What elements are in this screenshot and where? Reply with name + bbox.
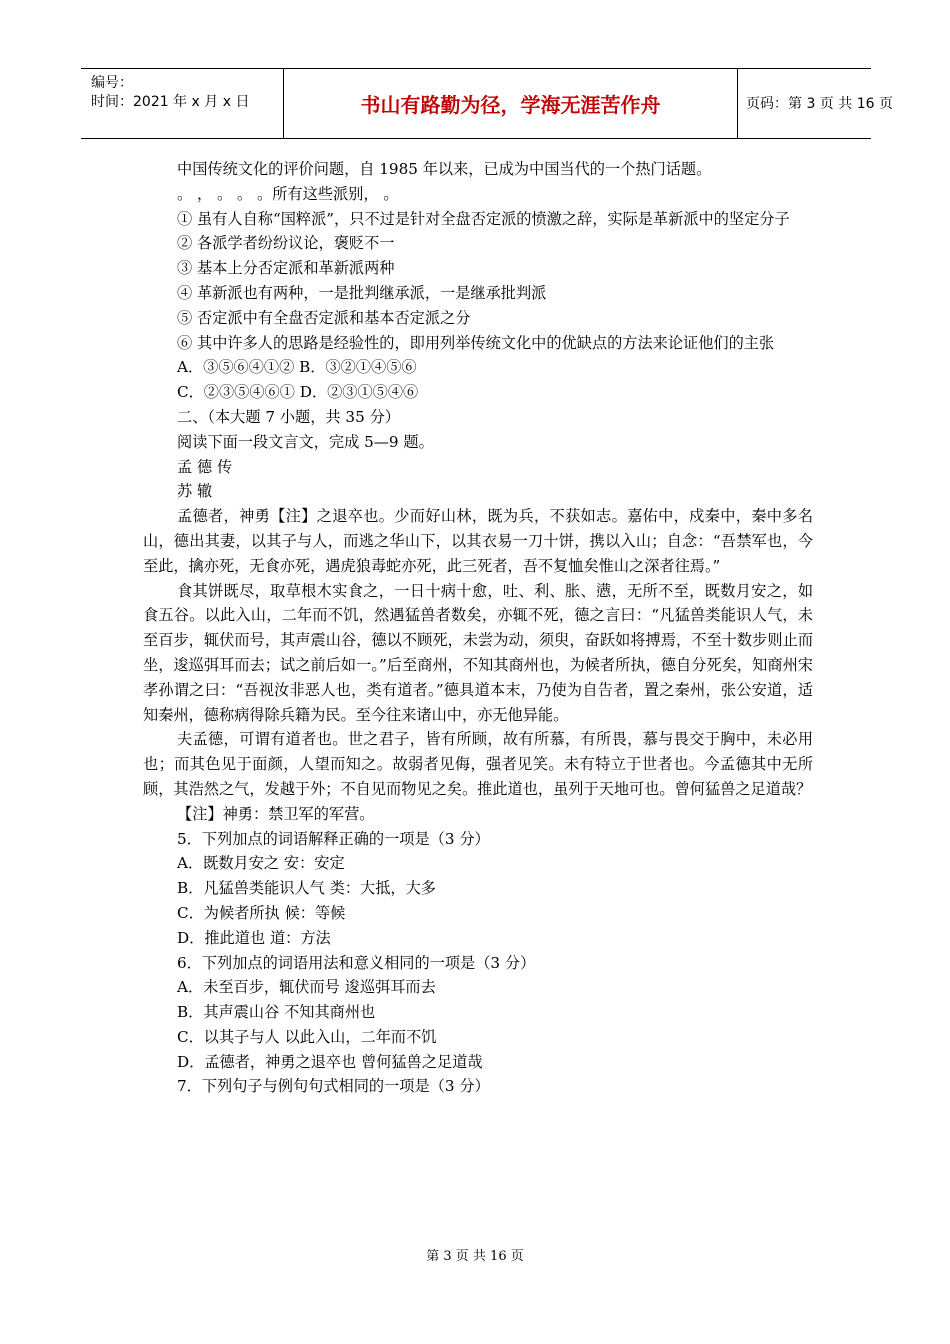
passage-paragraph-2: 食其饼既尽，取草根木实食之，一日十病十愈，吐、利、胀、懑，无所不至，既数月安之，如食五谷。以此入山，二年而不饥，然遇猛兽者数矣，亦辄不死，德之言曰：“凡猛兽类能识人气，未至百步，辄伏而号，其声震山谷，德以不顾死，未尝为动，须臾，奋跃如将搏焉，不至十数步则止而坐，逡巡弭耳而去；试之前后如一。”后至商州，不知其商州也，为候者所执，德自分死矣，知商州宋孝孙谓之曰：“吾视汝非恶人也，类有道者。”德具道本末，乃使为自告者，置之秦州，张公安道，适知秦州，德称病得除兵籍为民。至今往来诸山中，亦无他异能。 (143, 581, 813, 724)
answer-choices-ab: A．③⑤⑥④①② B．③②①④⑤⑥ (177, 358, 417, 377)
header-right-cell (738, 69, 893, 138)
passage-author: 苏 辙 (177, 482, 213, 501)
reading-instruction: 阅读下面一段文言文，完成 5—9 题。 (177, 432, 434, 451)
question-7: 7．下列句子与例句句式相同的一项是（3 分） (177, 1077, 490, 1096)
option-2: ② 各派学者纷纷议论，褒贬不一 (177, 234, 395, 253)
question-5-option-c: C．为候者所执 候：等候 (177, 903, 346, 922)
question-5-option-b: B．凡猛兽类能识人气 类：大抵，大多 (177, 879, 436, 898)
passage-paragraph-3: 夫孟德，可谓有道者也。世之君子，皆有所顾，故有所慕，有所畏，慕与畏交于胸中，未必用也；而其色见于面颜，人望而知之。故弱者见侮，强者见笑。未有特立于世者也。今孟德其中无所顾，其浩然之气，发越于外；不自见而物见之矣。推此道也，虽列于天地可也。曾何猛兽之足道哉？ (143, 730, 813, 798)
date-label: 时间：2021 年 x 月 x 日 (91, 94, 250, 110)
question-6-option-d: D．孟德者，神勇之退卒也 曾何猛兽之足道哉 (177, 1052, 483, 1071)
question-stem: 。 ， 。 。 。所有这些派别， 。 (177, 184, 399, 203)
question-6-option-a: A．未至百步，辄伏而号 逡巡弭耳而去 (177, 978, 436, 997)
header-page-number: 页码：第 3 页 共 16 页 (746, 96, 893, 112)
question-6-option-c: C．以其子与人 以此入山，二年而不饥 (177, 1027, 437, 1046)
option-1: ① 虽有人自称“国粹派”，只不过是针对全盘否定派的愤激之辞，实际是革新派中的坚定分子 (177, 209, 790, 228)
option-6: ⑥ 其中许多人的思路是经验性的，即用列举传统文化中的优缺点的方法来论证他们的主张 (177, 333, 775, 352)
intro-paragraph: 中国传统文化的评价问题，自 1985 年以来，已成为中国当代的一个热门话题。 (177, 160, 712, 178)
passage-paragraph-1: 孟德者，神勇【注】之退卒也。少而好山林，既为兵，不获如志。嘉佑中，戍秦中，秦中多名山，德出其妻，以其子与人，而逃之华山下，以其衣易一刀十饼，携以入山；自念：“吾禁军也，今至此，擒亦死，无食亦死，遇虎狼毒蛇亦死，此三死者，吾不复恤矣惟山之深者往焉。” (143, 507, 813, 575)
option-4: ④ 革新派也有两种，一是批判继承派，一是继承批判派 (177, 283, 547, 302)
question-5-option-a: A．既数月安之 安：安定 (177, 854, 345, 873)
question-6: 6．下列加点的词语用法和意义相同的一项是（3 分） (177, 953, 536, 972)
document-body (143, 157, 813, 1099)
answer-choices-cd: C．②③⑤④⑥① D．②③①⑤④⑥ (177, 383, 419, 402)
passage-title: 孟 德 传 (177, 457, 233, 476)
passage-note: 【注】神勇：禁卫军的军营。 (177, 804, 375, 823)
option-3: ③ 基本上分否定派和革新派两种 (177, 259, 395, 278)
header-left-cell (81, 69, 284, 138)
document-number-label: 编号： (91, 75, 133, 91)
section-heading: 二、（本大题 7 小题，共 35 分） (177, 407, 400, 426)
question-5-option-d: D．推此道也 道：方法 (177, 928, 331, 947)
option-5: ⑤ 否定派中有全盘否定派和基本否定派之分 (177, 308, 471, 327)
question-5: 5．下列加点的词语解释正确的一项是（3 分） (177, 829, 490, 848)
page-footer: 第 3 页 共 16 页 (426, 1249, 524, 1264)
header-center-cell (284, 69, 738, 138)
question-6-option-b: B．其声震山谷 不知其商州也 (177, 1003, 376, 1022)
header-motto: 书山有路勤为径，学海无涯苦作舟 (360, 93, 661, 117)
page-header (81, 68, 893, 139)
